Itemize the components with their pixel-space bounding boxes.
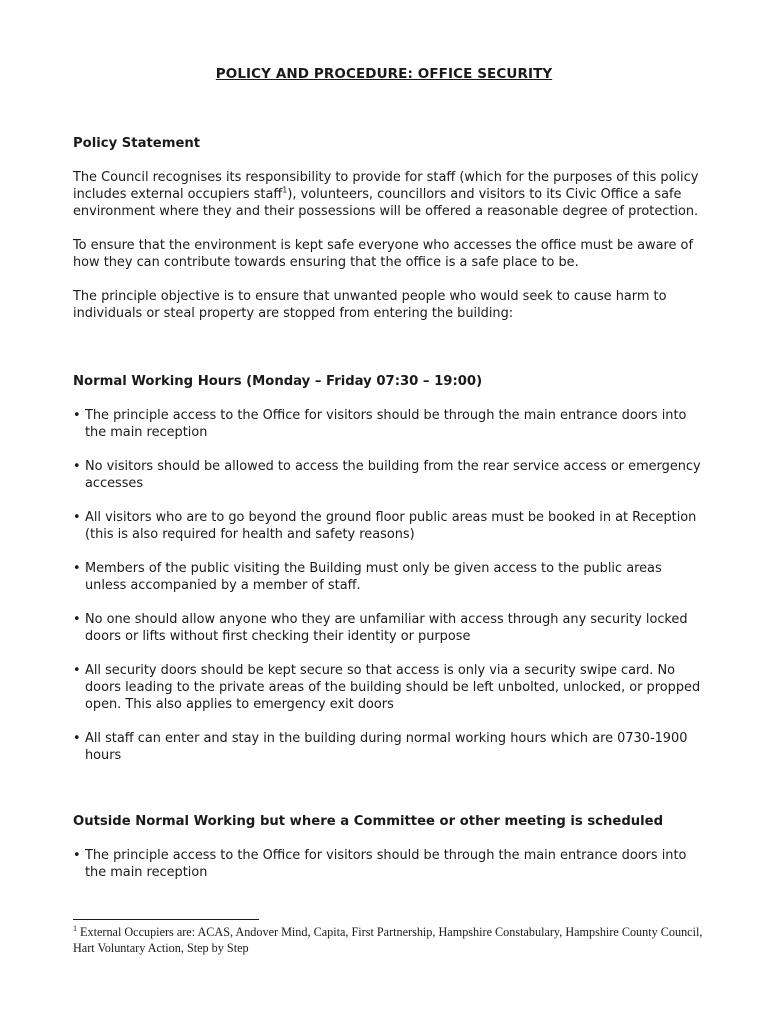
normal-hours-list — [73, 407, 701, 764]
footnote-marker: 1 — [73, 923, 77, 933]
document-title: POLICY AND PROCEDURE: OFFICE SECURITY — [215, 66, 553, 82]
list-item: • No one should allow anyone who they are unfamiliar with access through any security locked doors or lifts without first checking their identity or purpose — [73, 611, 701, 645]
policy-paragraph-1-start: The Council recognises its responsibility to provide for staff (which for the purposes of this policy includes external occupiers staff — [73, 170, 699, 202]
footnote-divider — [73, 919, 259, 920]
list-item: • The principle access to the Office for visitors should be through the main entrance doors into the main reception — [73, 847, 701, 881]
list-item: • All staff can enter and stay in the building during normal working hours which are 0730-1900 hours — [73, 730, 701, 764]
list-item: • Members of the public visiting the Building must only be given access to the public areas unless accompanied by a member of staff. — [73, 560, 701, 594]
footnote-text: External Occupiers are: ACAS, Andover Mind, Capita, First Partnership, Hampshire Constabulary, Hampshire County Council, Hart Voluntary Action, Step by Step — [73, 925, 703, 955]
outside-hours-heading: Outside Normal Working but where a Committee or other meeting is scheduled — [73, 814, 664, 829]
list-item: • No visitors should be allowed to access the building from the rear service access or emergency accesses — [73, 458, 701, 492]
footnote — [73, 925, 713, 956]
policy-paragraph-2: To ensure that the environment is kept safe everyone who accesses the office must be aware of how they can contribute towards ensuring that the office is a safe place to be. — [73, 238, 693, 270]
policy-paragraph-1 — [73, 169, 701, 220]
list-item: • All security doors should be kept secure so that access is only via a security swipe card. No doors leading to the private areas of the building should be left unbolted, unlocked, or propped open. This also applies to emergency exit doors — [73, 662, 701, 713]
policy-statement-heading: Policy Statement — [73, 136, 201, 151]
list-item: • All visitors who are to go beyond the ground floor public areas must be booked in at Reception (this is also required for health and safety reasons) — [73, 509, 701, 543]
policy-paragraph-1-end: ), volunteers, councillors and visitors to its Civic Office a safe environment where they and their possessions will be offered a reasonable degree of protection. — [73, 187, 699, 219]
footnote-reference: 1 — [282, 185, 288, 195]
normal-hours-heading: Normal Working Hours (Monday – Friday 07:30 – 19:00) — [73, 374, 483, 389]
policy-paragraph-3: The principle objective is to ensure that unwanted people who would seek to cause harm to individuals or steal property are stopped from entering the building: — [73, 289, 667, 321]
list-item: • The principle access to the Office for visitors should be through the main entrance doors into the main reception — [73, 407, 701, 441]
outside-hours-list — [73, 847, 701, 881]
